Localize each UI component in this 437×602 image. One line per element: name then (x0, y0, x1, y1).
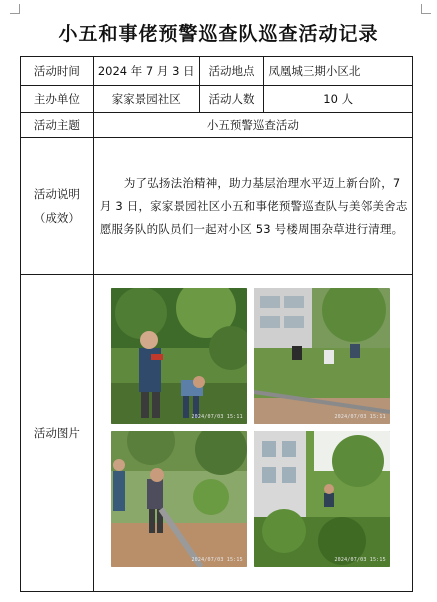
table-row (21, 57, 413, 86)
page-corner-mark-right (421, 4, 431, 14)
activity-photo (254, 431, 390, 567)
table-row (21, 275, 413, 592)
page-corner-mark-left (10, 4, 20, 14)
photo-timestamp: 2024/07/03 15:11 (191, 414, 243, 420)
photo-timestamp: 2024/07/03 15:11 (334, 414, 386, 420)
count-value: 10 人 (264, 86, 413, 113)
topic-label: 活动主题 (21, 113, 94, 138)
photos-label: 活动图片 (21, 275, 94, 592)
place-value: 凤凰城三期小区北 (264, 57, 413, 86)
description-label (21, 138, 94, 275)
topic-value: 小五预警巡查活动 (93, 113, 412, 138)
table-row (21, 138, 413, 275)
description-label-line1: 活动说明 (33, 187, 80, 201)
activity-photo (111, 431, 247, 567)
description-text: 为了弘扬法治精神，助力基层治理水平迈上新台阶，7 月 3 日，家家景园社区小五和事佬预警巡查队与美邻美舍志愿服务队的队员们一起对小区 53 号楼周围杂草进行清理。 (93, 138, 412, 275)
place-label: 活动地点 (199, 57, 264, 86)
photos-cell (93, 275, 412, 592)
document-title: 小五和事佬预警巡查队巡查活动记录 (58, 23, 379, 45)
time-label: 活动时间 (21, 57, 94, 86)
description-label-line2: （成效） (33, 211, 80, 225)
count-label: 活动人数 (199, 86, 264, 113)
table-row (21, 86, 413, 113)
activity-photo (111, 288, 247, 424)
activity-photo (254, 288, 390, 424)
activity-record-table (20, 56, 413, 592)
organizer-label: 主办单位 (21, 86, 94, 113)
organizer-value: 家家景园社区 (93, 86, 199, 113)
table-row (21, 113, 413, 138)
photo-timestamp: 2024/07/03 15:15 (334, 557, 386, 563)
time-value: 2024 年 7 月 3 日 (93, 57, 199, 86)
photo-timestamp: 2024/07/03 15:15 (191, 557, 243, 563)
photo-grid (94, 275, 412, 591)
